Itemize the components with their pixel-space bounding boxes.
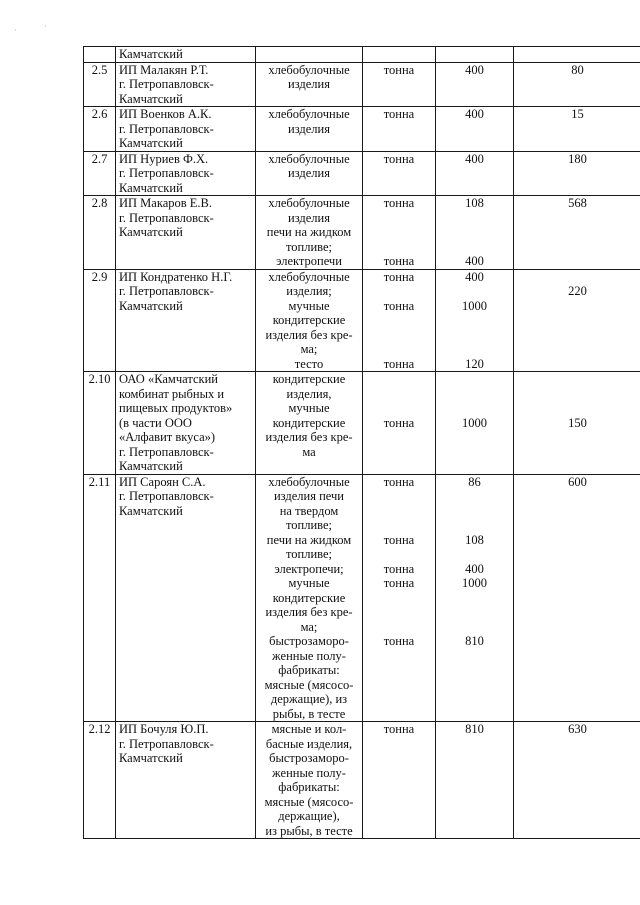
- organization-cell: [116, 269, 256, 372]
- product-cell-line: кондитерские: [272, 415, 346, 430]
- row-number-text: 2.10: [88, 372, 111, 386]
- unit-cell: [363, 372, 436, 475]
- product-cell-line: кондитерские: [272, 372, 346, 386]
- product-cell: [256, 151, 363, 196]
- product-cell: [256, 47, 363, 63]
- unit-cell: [363, 107, 436, 152]
- capacity-cell-line: 400: [465, 62, 484, 77]
- organization-cell-line: Камчатский: [119, 459, 183, 473]
- organization-cell-line: г. Петропавловск-: [119, 489, 214, 503]
- unit-cell: [363, 722, 436, 839]
- organization-cell-line: (в части ООО: [119, 415, 192, 430]
- table-row: [84, 196, 640, 270]
- organization-cell-line: г. Петропавловск-: [119, 444, 214, 459]
- capacity-cell-line: [439, 401, 510, 416]
- load-cell-line: 220: [568, 284, 587, 298]
- organization-cell-line: Камчатский: [119, 47, 183, 61]
- organization-cell-line: «Алфавит вкуса»): [119, 430, 216, 444]
- load-cell: [514, 62, 640, 107]
- capacity-cell-line: 120: [465, 356, 484, 371]
- unit-cell-line: [366, 284, 432, 299]
- product-cell-line: кондитерские: [272, 590, 346, 605]
- load-cell: [514, 372, 640, 475]
- product-cell-line: быстрозаморо-: [269, 751, 349, 765]
- row-number-text: 2.8: [91, 196, 108, 210]
- unit-cell-line: [366, 372, 432, 387]
- unit-cell-line: тонна: [383, 356, 415, 371]
- organization-cell: [116, 62, 256, 107]
- load-cell-line: 80: [571, 62, 584, 77]
- table-row: [84, 722, 640, 839]
- product-cell-line: из рыбы, в тесте: [265, 823, 353, 838]
- product-cell-line: на твердом: [279, 503, 339, 518]
- capacity-cell-line: 1000: [462, 415, 487, 430]
- organization-cell-line: ИП Кондратенко Н.Г.: [119, 269, 233, 284]
- row-number-text: 2.11: [88, 474, 111, 489]
- capacity-cell-line: [439, 240, 510, 255]
- table-row: [84, 474, 640, 722]
- product-cell-line: изделия: [288, 166, 330, 180]
- organization-cell: [116, 722, 256, 839]
- capacity-cell: [436, 196, 514, 270]
- unit-cell: [363, 269, 436, 372]
- product-cell-line: басные изделия,: [265, 736, 353, 751]
- capacity-cell: [436, 269, 514, 372]
- organization-cell: [116, 107, 256, 152]
- organization-cell: [116, 47, 256, 63]
- unit-cell: [363, 474, 436, 722]
- product-cell-line: быстрозаморо-: [269, 634, 349, 648]
- unit-cell-line: [366, 47, 432, 62]
- product-cell-line: хлебобулочные: [268, 107, 350, 121]
- organization-cell-line: г. Петропавловск-: [119, 77, 214, 91]
- unit-cell: [363, 47, 436, 63]
- product-cell-line: хлебобулочные: [268, 196, 350, 210]
- row-number: [84, 196, 116, 270]
- organization-cell-line: Камчатский: [119, 180, 183, 195]
- product-cell: [256, 269, 363, 372]
- organization-cell-line: комбинат рыбных и: [119, 386, 225, 401]
- unit-cell-line: [366, 504, 432, 519]
- organization-cell-line: г. Петропавловск-: [119, 210, 214, 225]
- product-cell-line: печи на жидком: [266, 225, 352, 239]
- load-cell-line: 15: [571, 107, 584, 121]
- capacity-cell-line: 400: [465, 107, 484, 121]
- unit-cell-line: [366, 401, 432, 416]
- row-number-text: 2.9: [91, 269, 108, 284]
- load-cell-line: 180: [568, 151, 587, 166]
- product-cell-line: мучные: [288, 298, 330, 313]
- unit-cell-line: [366, 328, 432, 343]
- product-cell-line: женные полу-: [272, 765, 346, 780]
- capacity-cell-line: 108: [465, 532, 484, 547]
- unit-cell-line: [366, 342, 432, 357]
- table-row: [84, 269, 640, 372]
- product-cell-line: ма;: [300, 619, 318, 634]
- capacity-cell-line: [439, 284, 510, 299]
- unit-cell-line: [366, 620, 432, 635]
- unit-cell-line: [366, 387, 432, 402]
- organization-cell-line: Камчатский: [119, 225, 183, 239]
- capacity-cell-line: [439, 518, 510, 533]
- product-cell: [256, 196, 363, 270]
- load-cell: [514, 269, 640, 372]
- product-cell-line: кондитерские: [272, 313, 346, 327]
- product-cell-line: хлебобулочные: [268, 269, 350, 284]
- unit-cell-line: [366, 240, 432, 255]
- product-cell-line: мучные: [288, 576, 330, 590]
- table-row: [84, 372, 640, 475]
- capacity-cell: [436, 474, 514, 722]
- scan-speck: ·: [14, 26, 17, 35]
- load-cell: [514, 722, 640, 839]
- product-cell-line: мясные (мясосо-: [264, 794, 354, 809]
- organization-cell-line: Камчатский: [119, 751, 183, 765]
- organization-cell-line: ИП Нуриев Ф.Х.: [119, 151, 209, 166]
- product-cell-line: держащие),: [278, 809, 340, 823]
- organization-cell-line: ИП Военков А.К.: [119, 107, 212, 121]
- capacity-cell: [436, 62, 514, 107]
- organization-cell-line: пищевых продуктов»: [119, 401, 233, 415]
- capacity-cell-line: 400: [465, 269, 484, 284]
- unit-cell-line: тонна: [383, 196, 415, 210]
- capacity-cell-line: [439, 342, 510, 357]
- unit-cell-line: тонна: [383, 107, 415, 121]
- load-cell-line: [517, 372, 638, 387]
- capacity-cell-line: 400: [465, 254, 484, 268]
- capacity-cell-line: [439, 372, 510, 387]
- organization-cell-line: Камчатский: [119, 298, 183, 313]
- load-cell-line: 600: [568, 474, 587, 489]
- unit-cell: [363, 196, 436, 270]
- product-cell-line: изделия без кре-: [265, 430, 353, 444]
- product-cell-line: ма: [302, 444, 316, 459]
- unit-cell-line: [366, 211, 432, 226]
- row-number: [84, 107, 116, 152]
- load-cell: [514, 107, 640, 152]
- unit-cell-line: тонна: [383, 254, 415, 268]
- load-cell-line: [517, 401, 638, 416]
- organization-cell-line: ИП Бочуля Ю.П.: [119, 722, 209, 736]
- unit-cell-line: [366, 547, 432, 562]
- unit-cell-line: тонна: [383, 151, 415, 166]
- capacity-cell-line: [439, 387, 510, 402]
- row-number: [84, 269, 116, 372]
- load-cell: [514, 47, 640, 63]
- product-cell-line: изделия без кре-: [265, 327, 353, 342]
- unit-cell-line: тонна: [383, 532, 415, 547]
- organization-cell-line: Камчатский: [119, 136, 183, 150]
- unit-cell-line: [366, 225, 432, 240]
- capacity-cell: [436, 47, 514, 63]
- capacity-cell-line: [439, 313, 510, 328]
- unit-cell-line: [366, 489, 432, 504]
- product-cell: [256, 372, 363, 475]
- capacity-cell-line: [439, 328, 510, 343]
- capacity-cell-line: [439, 489, 510, 504]
- unit-cell-line: тонна: [383, 561, 415, 576]
- capacity-cell-line: 400: [465, 151, 484, 166]
- capacity-cell-line: [439, 591, 510, 606]
- unit-cell: [363, 62, 436, 107]
- capacity-cell-line: 1000: [462, 298, 487, 313]
- table-row: [84, 151, 640, 196]
- row-number: [84, 62, 116, 107]
- row-number-text: [87, 47, 112, 62]
- product-cell-line: изделия: [288, 77, 330, 91]
- row-number: [84, 474, 116, 722]
- organization-cell-line: ИП Сароян С.А.: [119, 474, 206, 489]
- capacity-cell-line: 810: [465, 634, 484, 648]
- unit-cell-line: тонна: [383, 634, 415, 648]
- product-cell-line: электропечи: [276, 254, 342, 268]
- unit-cell-line: тонна: [383, 62, 415, 77]
- product-cell-line: топливе;: [285, 239, 332, 254]
- organization-cell-line: Камчатский: [119, 503, 183, 518]
- product-cell-line: хлебобулочные: [268, 151, 350, 166]
- row-number: [84, 372, 116, 475]
- unit-cell-line: тонна: [383, 474, 415, 489]
- product-cell: [256, 722, 363, 839]
- load-cell-line: 150: [568, 415, 587, 430]
- organization-cell-line: ИП Малакян Р.Т.: [119, 62, 209, 77]
- capacity-cell-line: 400: [465, 561, 484, 576]
- organization-cell-line: ИП Макаров Е.В.: [119, 196, 213, 210]
- organization-cell-line: г. Петропавловск-: [119, 166, 214, 180]
- product-cell-line: мясные (мясосо-: [264, 677, 354, 692]
- organization-cell: [116, 196, 256, 270]
- capacity-cell-line: [439, 547, 510, 562]
- row-number-text: 2.6: [91, 107, 108, 121]
- organization-cell-line: г. Петропавловск-: [119, 284, 214, 298]
- load-cell: [514, 196, 640, 270]
- load-cell-line: [517, 387, 638, 402]
- organization-cell-line: Камчатский: [119, 91, 183, 106]
- unit-cell-line: тонна: [383, 722, 415, 736]
- load-cell: [514, 151, 640, 196]
- product-cell-line: женные полу-: [272, 648, 346, 663]
- product-cell-line: фабрикаты:: [278, 780, 340, 794]
- table-row: [84, 47, 640, 63]
- organization-cell: [116, 151, 256, 196]
- unit-cell-line: [366, 591, 432, 606]
- table-row: [84, 62, 640, 107]
- product-cell-line: держащие), из: [270, 692, 348, 706]
- capacity-cell-line: [439, 504, 510, 519]
- unit-cell-line: тонна: [383, 576, 415, 590]
- product-cell-line: изделия печи: [273, 489, 344, 503]
- capacity-cell: [436, 107, 514, 152]
- product-cell: [256, 62, 363, 107]
- capacity-cell-line: [439, 225, 510, 240]
- unit-cell-line: [366, 313, 432, 328]
- capacity-cell: [436, 372, 514, 475]
- product-cell-line: изделия: [288, 121, 330, 136]
- capacity-cell-line: 108: [465, 196, 484, 210]
- product-cell-line: [259, 47, 359, 62]
- unit-cell-line: тонна: [383, 269, 415, 284]
- capacity-cell-line: 1000: [462, 576, 487, 590]
- product-cell-line: тесто: [294, 356, 324, 371]
- organization-cell-line: г. Петропавловск-: [119, 121, 214, 136]
- capacity-cell-line: [439, 620, 510, 635]
- unit-cell-line: [366, 605, 432, 620]
- organization-cell-line: г. Петропавловск-: [119, 736, 214, 751]
- capacity-table-body: [84, 47, 640, 839]
- product-cell-line: изделия,: [286, 386, 332, 401]
- row-number-text: 2.12: [88, 722, 111, 736]
- unit-cell-line: [366, 518, 432, 533]
- load-cell-line: [517, 47, 638, 62]
- product-cell-line: фабрикаты:: [278, 663, 340, 677]
- product-cell: [256, 474, 363, 722]
- capacity-cell: [436, 151, 514, 196]
- capacity-cell: [436, 722, 514, 839]
- capacity-table: [83, 46, 640, 839]
- product-cell-line: изделия;: [286, 284, 332, 298]
- product-cell-line: хлебобулочные: [268, 62, 350, 77]
- product-cell-line: изделия без кре-: [265, 605, 353, 619]
- product-cell-line: электропечи;: [274, 561, 344, 576]
- product-cell: [256, 107, 363, 152]
- load-cell: [514, 474, 640, 722]
- product-cell-line: изделия: [288, 210, 330, 225]
- unit-cell-line: тонна: [383, 298, 415, 313]
- capacity-cell-line: 86: [468, 474, 481, 489]
- product-cell-line: мясные и кол-: [271, 722, 347, 736]
- table-row: [84, 107, 640, 152]
- capacity-cell-line: 810: [465, 722, 484, 736]
- product-cell-line: рыбы, в тесте: [272, 706, 346, 721]
- organization-cell-line: ОАО «Камчатский: [119, 372, 218, 386]
- row-number-text: 2.5: [91, 62, 108, 77]
- load-cell-line: [517, 270, 638, 285]
- product-cell-line: печи на жидком: [266, 532, 352, 547]
- scan-speck: ·: [44, 22, 47, 31]
- product-cell-line: топливе;: [285, 547, 332, 561]
- row-number: [84, 151, 116, 196]
- unit-cell-line: тонна: [383, 415, 415, 430]
- organization-cell: [116, 372, 256, 475]
- organization-cell: [116, 474, 256, 722]
- load-cell-line: 630: [568, 722, 587, 736]
- product-cell-line: ма;: [300, 342, 318, 356]
- product-cell-line: мучные: [288, 401, 330, 415]
- capacity-cell-line: [439, 211, 510, 226]
- row-number: [84, 722, 116, 839]
- capacity-cell-line: [439, 47, 510, 62]
- unit-cell: [363, 151, 436, 196]
- row-number-text: 2.7: [91, 151, 108, 166]
- load-cell-line: 568: [568, 196, 587, 210]
- product-cell-line: топливе;: [285, 518, 332, 532]
- product-cell-line: хлебобулочные: [268, 474, 350, 489]
- row-number: [84, 47, 116, 63]
- capacity-cell-line: [439, 605, 510, 620]
